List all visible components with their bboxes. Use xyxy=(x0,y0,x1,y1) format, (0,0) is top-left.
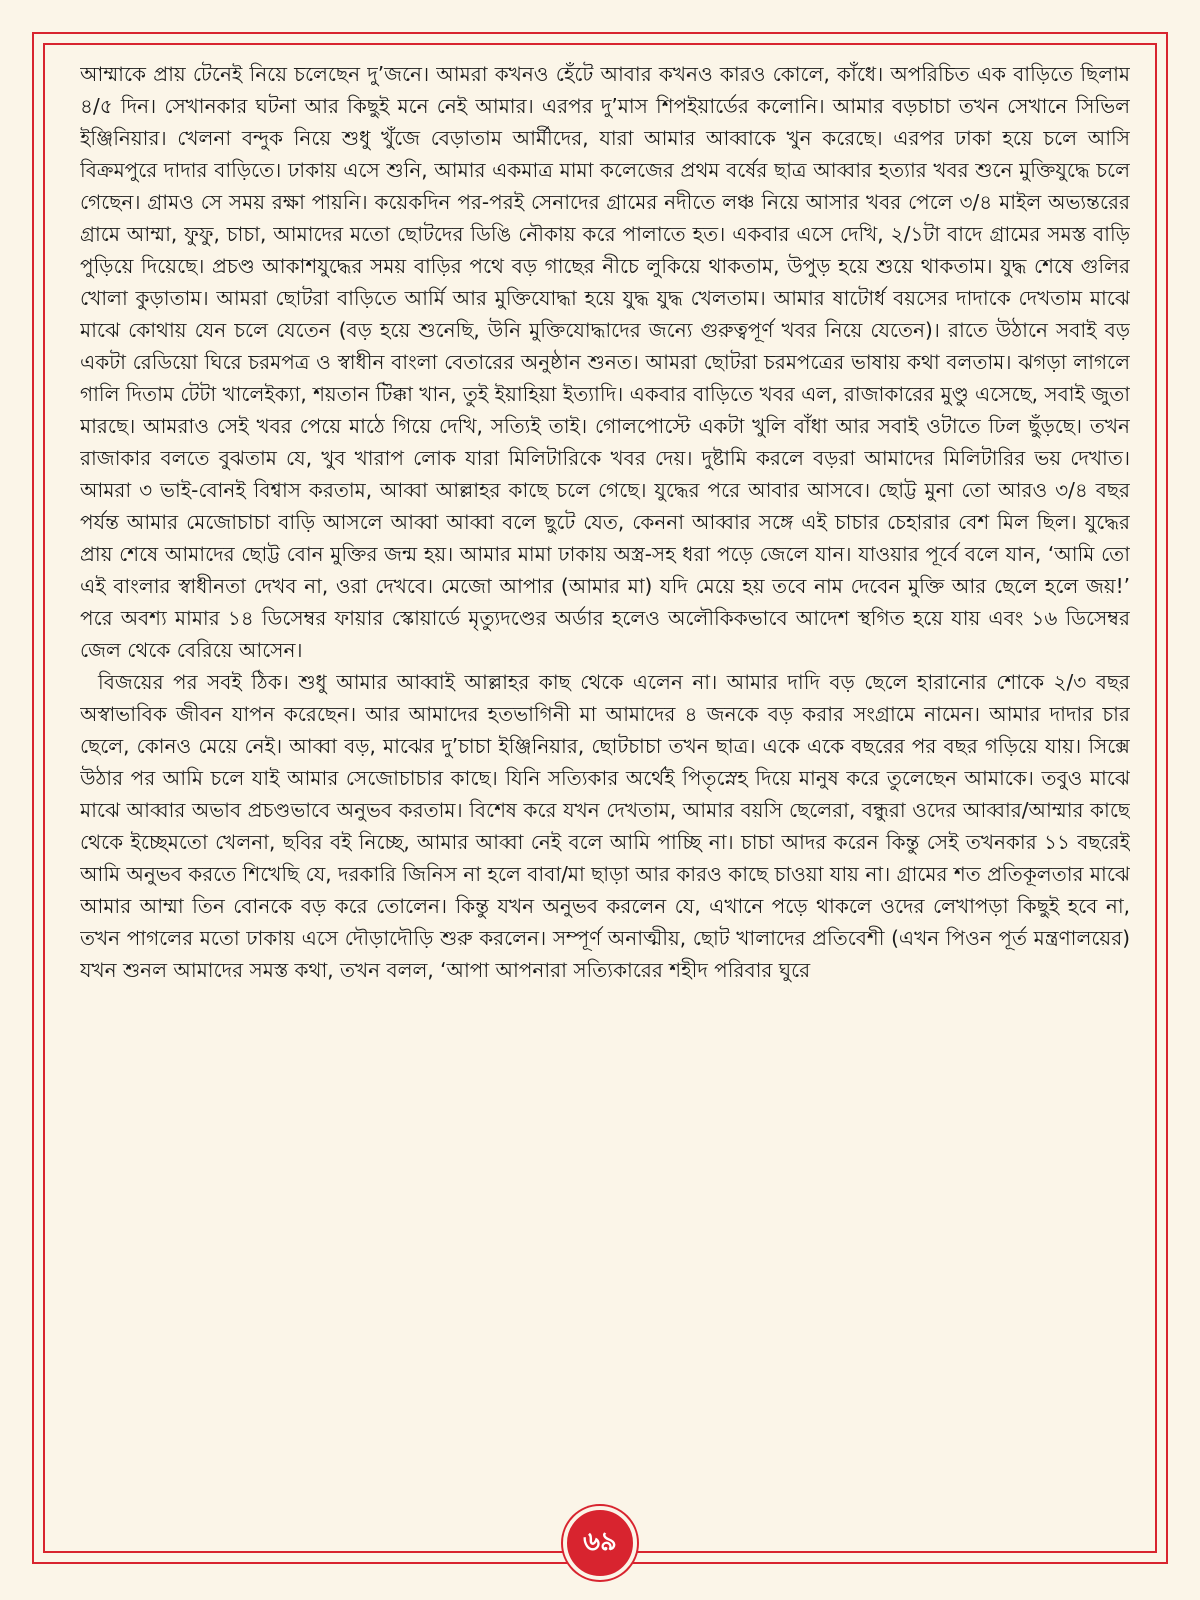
page-body xyxy=(80,58,1130,1478)
paragraph-1: আম্মাকে প্রায় টেনেই নিয়ে চলেছেন দু’জনে। আমরা কখনও হেঁটে আবার কখনও কারও কোলে, কাঁধে। অপরিচিত এক বাড়িতে ছিলাম ৪/৫ দিন। সেখানকার ঘটনা আর কিছুই মনে নেই আমার। এরপর দু’মাস শিপইয়ার্ডের কলোনি। আমার বড়চাচা তখন সেখানে সিভিল ইঞ্জিনিয়ার। খেলনা বন্দুক নিয়ে শুধু খুঁজে বেড়াতাম আর্মীদের, যারা আমার আব্বাকে খুন করেছে। এরপর ঢাকা হয়ে চলে আসি বিক্রমপুরে দাদার বাড়িতে। ঢাকায় এসে শুনি, আমার একমাত্র মামা কলেজের প্রথম বর্ষের ছাত্র আব্বার হত্যার খবর শুনে মুক্তিযুদ্ধে চলে গেছেন। গ্রামও সে সময় রক্ষা পায়নি। কয়েকদিন পর-পরই সেনাদের গ্রামের নদীতে লঞ্চ নিয়ে আসার খবর পেলে ৩/৪ মাইল অভ্যন্তরের গ্রামে আম্মা, ফুফু, চাচা, আমাদের মতো ছোটদের ডিঙি নৌকায় করে পালাতে হত। একবার এসে দেখি, ২/১টা বাদে গ্রামের সমস্ত বাড়ি পুড়িয়ে দিয়েছে। প্রচণ্ড আকাশযুদ্ধের সময় বাড়ির পথে বড় গাছের নীচে লুকিয়ে থাকতাম, উপুড় হয়ে শুয়ে থাকতাম। যুদ্ধ শেষে গুলির খোলা কুড়াতাম। আমরা ছোটরা বাড়িতে আর্মি আর মুক্তিযোদ্ধা হয়ে যুদ্ধ যুদ্ধ খেলতাম। আমার ষাটোর্ধ বয়সের দাদাকে দেখতাম মাঝে মাঝে কোথায় যেন চলে যেতেন (বড় হয়ে শুনেছি, উনি মুক্তিযোদ্ধাদের জন্যে গুরুত্বপূর্ণ খবর নিয়ে যেতেন)। রাতে উঠানে সবাই বড় একটা রেডিয়ো ঘিরে চরমপত্র ও স্বাধীন বাংলা বেতারের অনুষ্ঠান শুনত। আমরা ছোটরা চরমপত্রের ভাষায় কথা বলতাম। ঝগড়া লাগলে গালি দিতাম টেটা খালেইক্যা, শয়তান টিক্কা খান, তুই ইয়াহিয়া ইত্যাদি। একবার বাড়িতে খবর এল, রাজাকারের মুণ্ডু এসেছে, সবাই জুতা মারছে। আমরাও সেই খবর পেয়ে মাঠে গিয়ে দেখি, সত্যিই তাই। গোলপোস্টে একটা খুলি বাঁধা আর সবাই ওটাতে ঢিল ছুঁড়ছে। তখন রাজাকার বলতে বুঝতাম যে, খুব খারাপ লোক যারা মিলিটারিকে খবর দেয়। দুষ্টামি করলে বড়রা আমাদের মিলিটারির ভয় দেখাত। আমরা ৩ ভাই-বোনই বিশ্বাস করতাম, আব্বা আল্লাহর কাছে চলে গেছে। যুদ্ধের পরে আবার আসবে। ছোট্ট মুনা তো আরও ৩/৪ বছর পর্যন্ত আমার মেজোচাচা বাড়ি আসলে আব্বা আব্বা বলে ছুটে যেত, কেননা আব্বার সঙ্গে এই চাচার চেহারার বেশ মিল ছিল। যুদ্ধের প্রায় শেষে আমাদের ছোট্ট বোন মুক্তির জন্ম হয়। আমার মামা ঢাকায় অস্ত্র-সহ ধরা পড়ে জেলে যান। যাওয়ার পূর্বে বলে যান, ‘আমি তো এই বাংলার স্বাধীনতা দেখব না, ওরা দেখবে। মেজো আপার (আমার মা) যদি মেয়ে হয় তবে নাম দেবেন মুক্তি আর ছেলে হলে জয়!’ পরে অবশ্য মামার ১৪ ডিসেম্বর ফায়ার স্কোয়ার্ডে মৃত্যুদণ্ডের অর্ডার হলেও অলৌকিকভাবে আদেশ স্থগিত হয়ে যায় এবং ১৬ ডিসেম্বর জেল থেকে বেরিয়ে আসেন। xyxy=(80,62,1130,662)
paragraph-2: বিজয়ের পর সবই ঠিক। শুধু আমার আব্বাই আল্লাহর কাছ থেকে এলেন না। আমার দাদি বড় ছেলে হারানোর শোকে ২/৩ বছর অস্বাভাবিক জীবন যাপন করেছেন। আর আমাদের হতভাগিনী মা আমাদের ৪ জনকে বড় করার সংগ্রামে নামেন। আমার দাদার চার ছেলে, কোনও মেয়ে নেই। আব্বা বড়, মাঝের দু’চাচা ইঞ্জিনিয়ার, ছোটচাচা তখন ছাত্র। একে একে বছরের পর বছর গড়িয়ে যায়। সিক্সে উঠার পর আমি চলে যাই আমার সেজোচাচার কাছে। যিনি সত্যিকার অর্থেই পিতৃস্নেহ দিয়ে মানুষ করে তুলেছেন আমাকে। তবুও মাঝে মাঝে আব্বার অভাব প্রচণ্ডভাবে অনুভব করতাম। বিশেষ করে যখন দেখতাম, আমার বয়সি ছেলেরা, বন্ধুরা ওদের আব্বার/আম্মার কাছে থেকে ইচ্ছেমতো খেলনা, ছবির বই নিচ্ছে, আমার আব্বা নেই বলে আমি পাচ্ছি না। চাচা আদর করেন কিন্তু সেই তখনকার ১১ বছরেই আমি অনুভব করতে শিখেছি যে, দরকারি জিনিস না হলে বাবা/মা ছাড়া আর কারও কাছে চাওয়া যায় না। গ্রামের শত প্রতিকূলতার মাঝে আমার আম্মা তিন বোনকে বড় করে তোলেন। কিন্তু যখন অনুভব করলেন যে, এখানে পড়ে থাকলে ওদের লেখাপড়া কিছুই হবে না, তখন পাগলের মতো ঢাকায় এসে দৌড়াদৌড়ি শুরু করলেন। সম্পূর্ণ অনাত্মীয়, ছোট খালাদের প্রতিবেশী (এখন পিওন পূর্ত মন্ত্রণালয়ের) যখন শুনল আমাদের সমস্ত কথা, তখন বলল, ‘আপা আপনারা সত্যিকারের শহীদ পরিবার ঘুরে xyxy=(80,670,1130,982)
page-number-badge xyxy=(563,1506,637,1580)
page-number: ৬৯ xyxy=(583,1527,617,1557)
